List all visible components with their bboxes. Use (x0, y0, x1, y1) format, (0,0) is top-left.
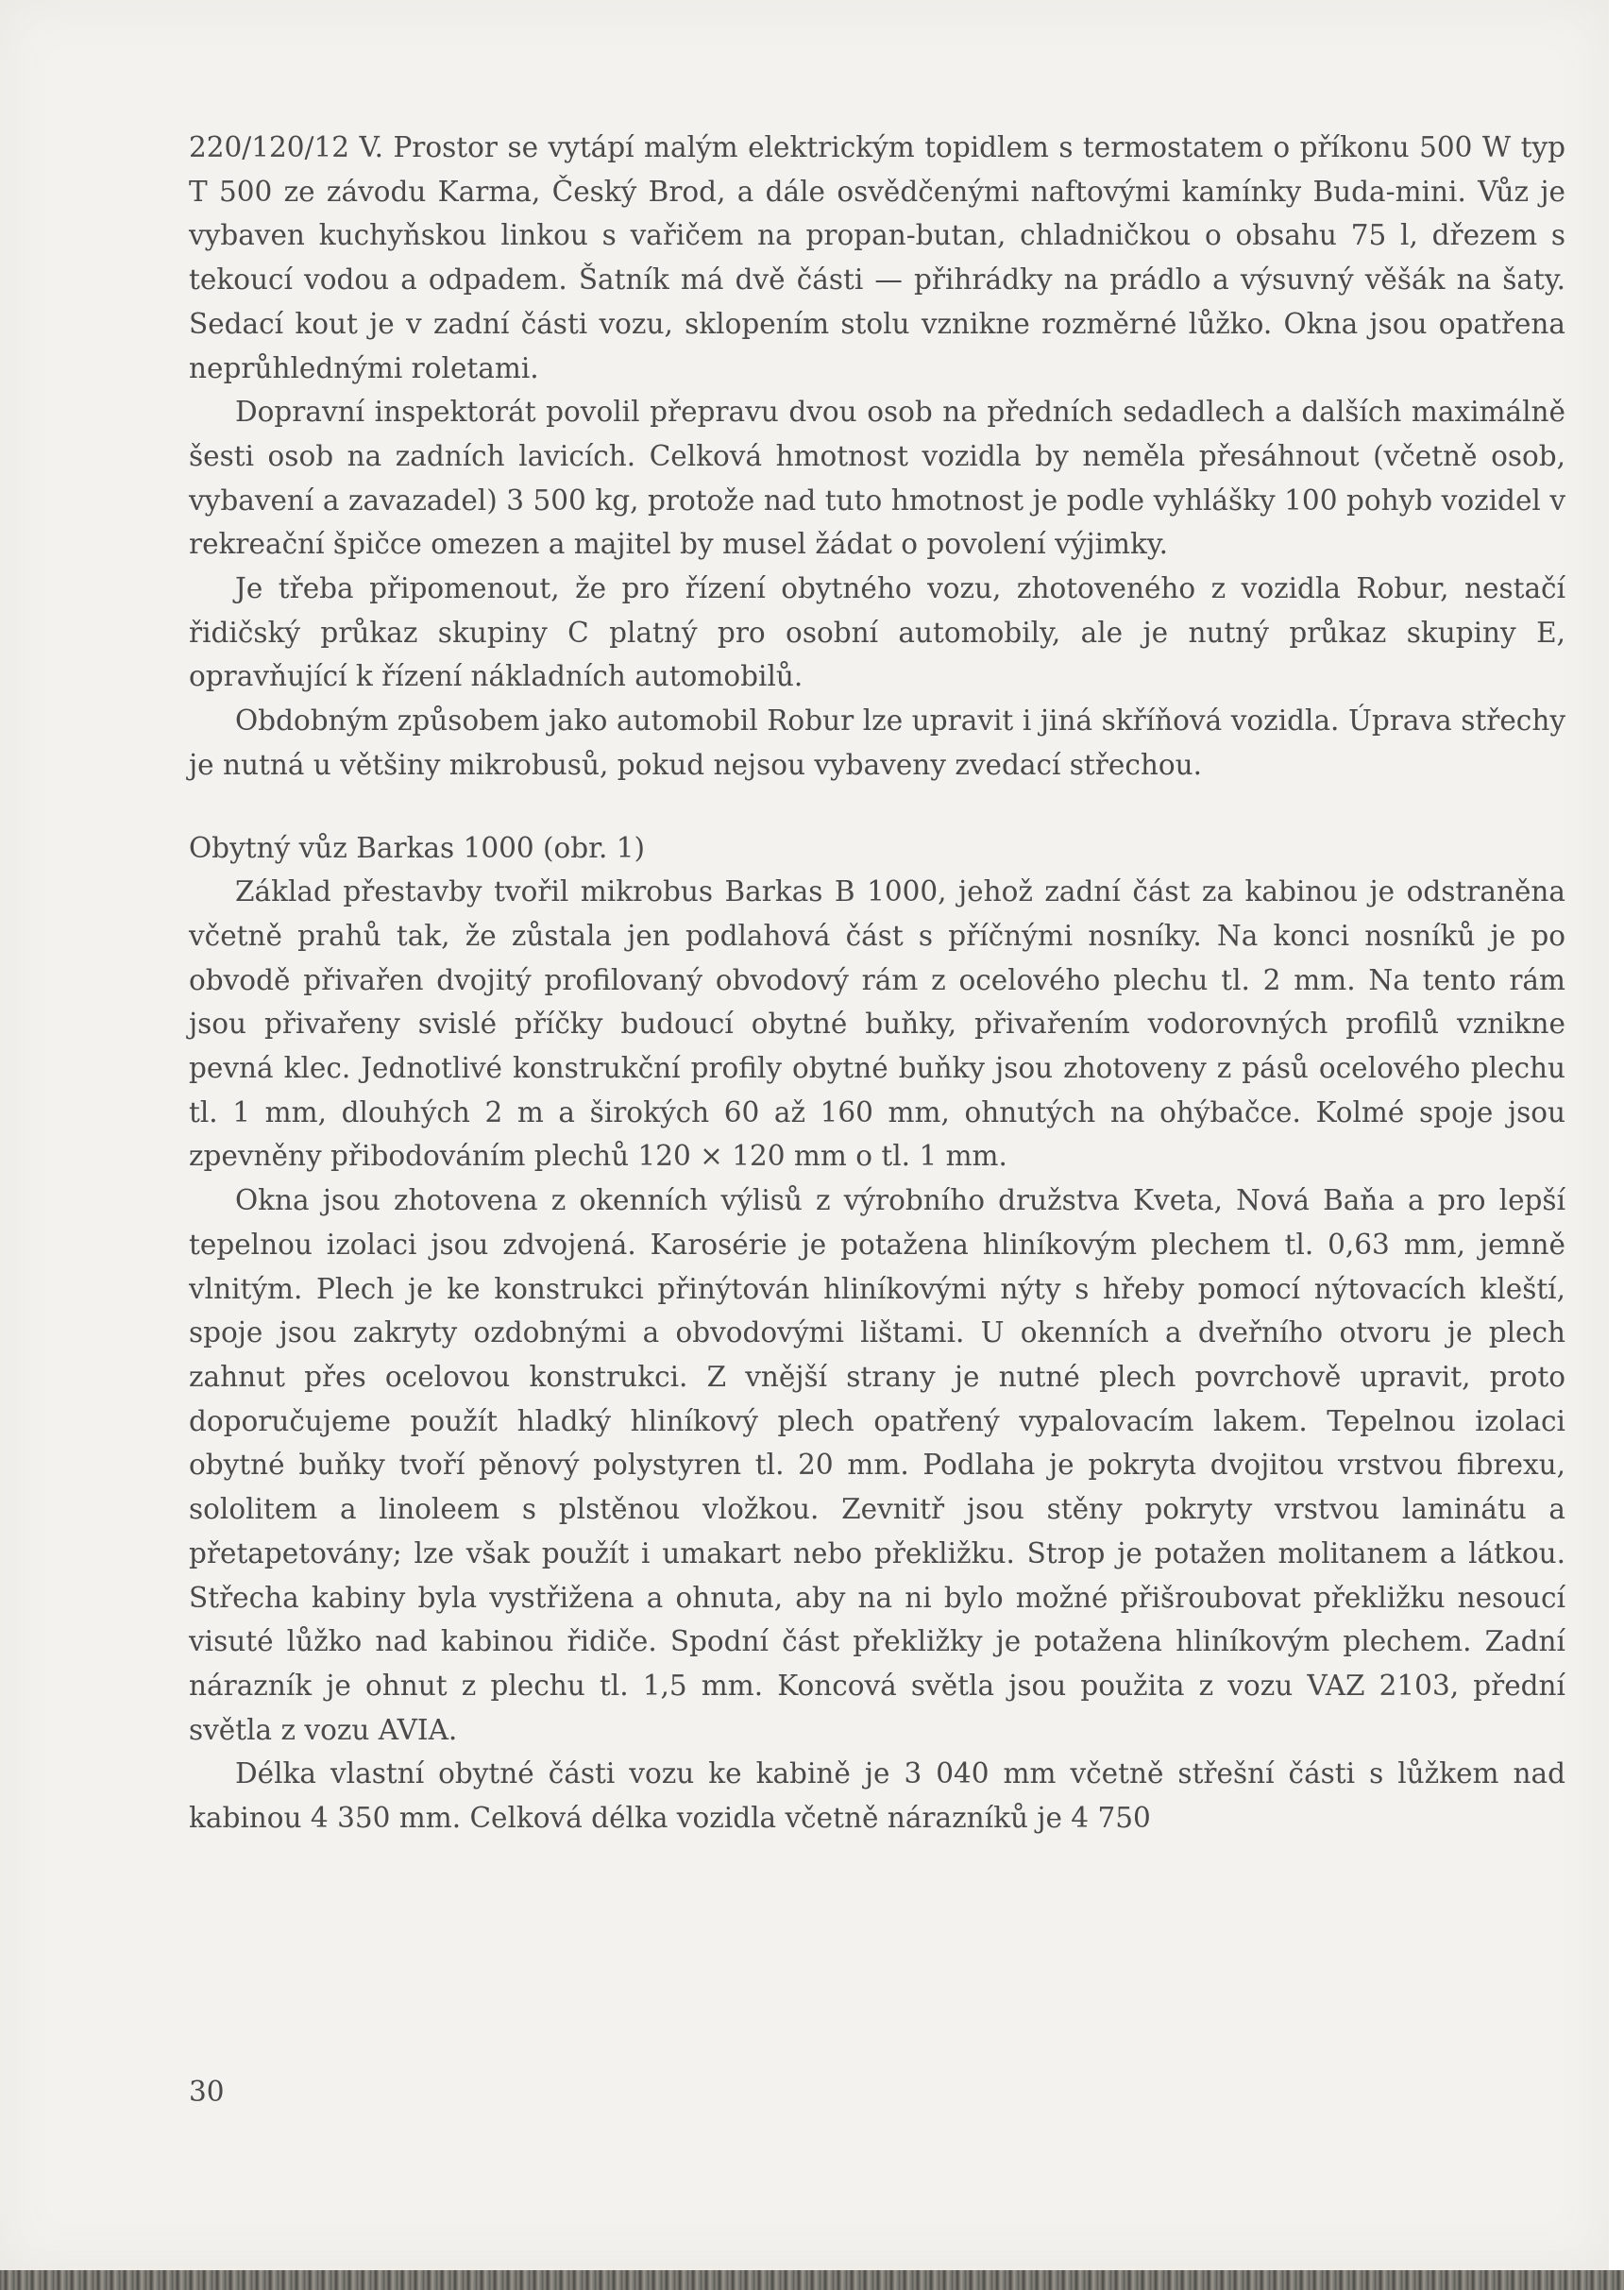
paragraph-transport-permit: Dopravní inspektorát povolil přepravu dvou osob na předních sedadlech a dalších maximálně šesti osob na zadních lavicích. Celková hmotnost vozidla by neměla přesáhnout (včetně osob, vybavení a zavazadel) 3 500 kg, protože nad tuto hmotnost je podle vyhlášky 100 pohyb vozidel v rekreační špičce omezen a majitel by musel žádat o povolení výjimky. (189, 396, 1565, 561)
body-text (189, 126, 1565, 1840)
scan-margin (1609, 0, 1624, 2270)
page-number: 30 (189, 2076, 225, 2108)
paragraph-other-vehicles: Obdobným způsobem jako automobil Robur lze upravit i jiná skříňová vozidla. Úprava střechy je nutná u většiny mikrobusů, pokud nejsou vybaveny zvedací střechou. (189, 704, 1565, 781)
section-heading: Obytný vůz Barkas 1000 (obr. 1) (189, 831, 646, 864)
paragraph-continuation: 220/120/12 V. Prostor se vytápí malým elektrickým topidlem s termostatem o příkonu 500 W typ T 500 ze závodu Karma, Český Brod, a dále osvědčenými naftovými kamínky Buda-mini. Vůz je vybaven kuchyňskou linkou s vařičem na propan-butan, chladničkou o obsahu 75 l, dřezem s tekoucí vodou a odpadem. Šatník má dvě části — přihrádky na prádlo a výsuvný věšák na šaty. Sedací kout je v zadní části vozu, sklopením stolu vznikne rozměrné lůžko. Okna jsou opatřena neprůhlednými roletami. (189, 131, 1565, 384)
paragraph-conversion-base: Základ přestavby tvořil mikrobus Barkas B 1000, jehož zadní část za kabinou je odstraněna včetně prahů tak, že zůstala jen podlahová část s příčnými nosníky. Na konci nosníků je po obvodě přivařen dvojitý profilovaný obvodový rám z ocelového plechu tl. 2 mm. Na tento rám jsou přivařeny svislé příčky budoucí obytné buňky, přivařením vodorovných profilů vznikne pevná klec. Jednotlivé konstrukční profily obytné buňky jsou zhotoveny z pásů ocelového plechu tl. 1 mm, dlouhých 2 m a širokých 60 až 160 mm, ohnutých na ohýbačce. Kolmé spoje jsou zpevněny přibodováním plechů 120 × 120 mm o tl. 1 mm. (189, 875, 1565, 1173)
paragraph-driving-license: Je třeba připomenout, že pro řízení obytného vozu, zhotoveného z vozidla Robur, nestačí řidičský průkaz skupiny C platný pro osobní automobily, ale je nutný průkaz skupiny E, opravňující k řízení nákladních automobilů. (189, 572, 1565, 693)
paragraph-windows-body: Okna jsou zhotovena z okenních výlisů z výrobního družstva Kveta, Nová Baňa a pro lepší tepelnou izolaci jsou zdvojená. Karosérie je potažena hliníkovým plechem tl. 0,63 mm, jemně vlnitým. Plech je ke konstrukci přinýtován hliníkovými nýty s hřeby pomocí nýtovacích kleští, spoje jsou zakryty ozdobnými a obvodovými lištami. U okenních a dveřního otvoru je plech zahnut přes ocelovou konstrukci. Z vnější strany je nutné plech povrchově upravit, proto doporučujeme použít hladký hliníkový plech opatřený vypalovacím lakem. Tepelnou izolaci obytné buňky tvoří pěnový polystyren tl. 20 mm. Podlaha je pokryta dvojitou vrstvou fibrexu, sololitem a linoleem s plstěnou vložkou. Zevnitř jsou stěny pokryty vrstvou laminátu a přetapetovány; lze však použít i umakart nebo překližku. Strop je potažen molitanem a látkou. Střecha kabiny byla vystřižena a ohnuta, aby na ni bylo možné přišroubovat překližku nesoucí visuté lůžko nad kabinou řidiče. Spodní část překližky je potažena hliníkovým plechem. Zadní nárazník je ohnut z plechu tl. 1,5 mm. Koncová světla jsou použita z vozu VAZ 2103, přední světla z vozu AVIA. (189, 1184, 1565, 1746)
scan-edge (0, 2270, 1624, 2290)
paragraph-dimensions: Délka vlastní obytné části vozu ke kabině je 3 040 mm včetně střešní části s lůžkem nad kabinou 4 350 mm. Celková délka vozidla včetně nárazníků je 4 750 (189, 1757, 1565, 1835)
